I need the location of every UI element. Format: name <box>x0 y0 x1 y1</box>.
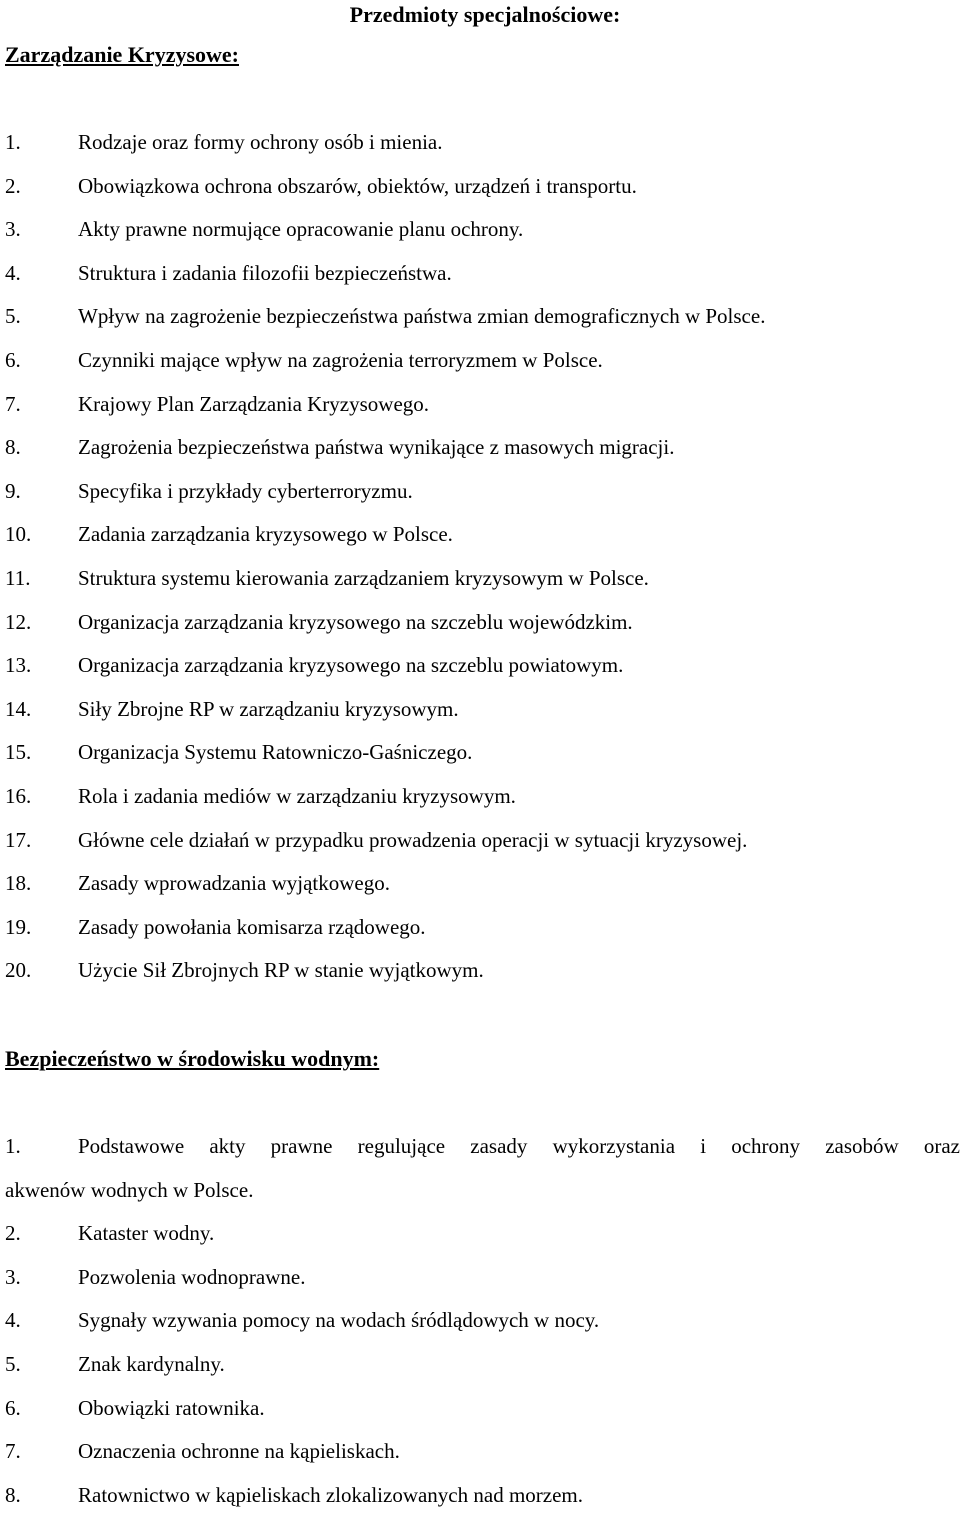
item-number: 13. <box>5 653 32 678</box>
item-text: Organizacja zarządzania kryzysowego na szczeblu powiatowym. <box>78 653 624 678</box>
item-text: Czynniki mające wpływ na zagrożenia terroryzmem w Polsce. <box>78 347 603 372</box>
list-item <box>5 434 960 478</box>
item-number: 1. <box>5 130 21 154</box>
list-item <box>5 1438 960 1482</box>
list-item <box>5 303 960 347</box>
item-text: Główne cele działań w przypadku prowadzenia operacji w sytuacji kryzysowej. <box>78 827 748 852</box>
item-text: Obowiązki ratownika. <box>78 1395 265 1420</box>
list-item <box>5 1133 960 1220</box>
list-item <box>5 1220 960 1264</box>
item-number: 14. <box>5 696 32 721</box>
item-number: 2. <box>5 173 21 198</box>
list-item <box>5 914 960 958</box>
item-text: Wpływ na zagrożenie bezpieczeństwa państwa zmian demograficznych w Polsce. <box>78 304 766 329</box>
item-text: Sygnały wzywania pomocy na wodach śródlądowych w nocy. <box>78 1308 600 1333</box>
item-text: Zagrożenia bezpieczeństwa państwa wynikające z masowych migracji. <box>78 435 675 460</box>
item-text: Oznaczenia ochronne na kąpieliskach. <box>78 1439 400 1464</box>
item-number: 12. <box>5 609 32 634</box>
item-text: Siły Zbrojne RP w zarządzaniu kryzysowym. <box>78 696 459 721</box>
list-item <box>5 696 960 740</box>
item-text: Specyfika i przykłady cyberterroryzmu. <box>78 478 413 503</box>
list-item <box>5 652 960 696</box>
list-item <box>5 739 960 783</box>
item-text: Struktura i zadania filozofii bezpieczeństwa. <box>78 260 452 285</box>
list-item <box>5 870 960 914</box>
item-number: 6. <box>5 347 21 372</box>
list-item <box>5 129 960 173</box>
topic-list-bezpieczenstwo-wodne <box>5 1133 960 1525</box>
item-number: 5. <box>5 1351 21 1376</box>
item-text: Organizacja Systemu Ratowniczo-Gaśniczego. <box>78 740 473 765</box>
item-text: Zadania zarządzania kryzysowego w Polsce. <box>78 522 453 547</box>
item-number: 7. <box>5 391 21 416</box>
item-number: 20. <box>5 958 32 983</box>
list-item <box>5 1482 960 1525</box>
list-item <box>5 1264 960 1308</box>
list-item <box>5 260 960 304</box>
list-item <box>5 216 960 260</box>
list-item <box>5 347 960 391</box>
item-text: Kataster wodny. <box>78 1221 215 1246</box>
item-text: Krajowy Plan Zarządzania Kryzysowego. <box>78 391 430 416</box>
item-number: 8. <box>5 1482 21 1507</box>
topic-list-zarzadzanie-kryzysowe <box>5 129 960 1001</box>
item-number: 6. <box>5 1395 21 1420</box>
item-number: 11. <box>5 565 31 590</box>
item-text: Znak kardynalny. <box>78 1351 225 1376</box>
page-title: Przedmioty specjalnościowe: <box>349 2 621 27</box>
item-number: 16. <box>5 783 32 808</box>
item-number: 17. <box>5 827 32 852</box>
list-item <box>5 565 960 609</box>
item-number: 9. <box>5 478 21 503</box>
item-number: 4. <box>5 260 21 285</box>
item-number: 2. <box>5 1221 21 1246</box>
list-item <box>5 1395 960 1439</box>
item-number: 10. <box>5 522 32 547</box>
item-text: Pozwolenia wodnoprawne. <box>78 1264 306 1289</box>
item-number: 3. <box>5 217 21 242</box>
list-item <box>5 1351 960 1395</box>
item-number: 8. <box>5 435 21 460</box>
list-item <box>5 609 960 653</box>
item-text: Użycie Sił Zbrojnych RP w stanie wyjątkowym. <box>78 958 484 983</box>
list-item <box>5 173 960 217</box>
item-text-line-2: akwenów wodnych w Polsce. <box>5 1177 254 1202</box>
item-text: Ratownictwo w kąpieliskach zlokalizowanych nad morzem. <box>78 1482 584 1507</box>
item-text: Zasady wprowadzania wyjątkowego. <box>78 871 390 896</box>
item-number: 18. <box>5 871 32 896</box>
item-text: Organizacja zarządzania kryzysowego na szczeblu wojewódzkim. <box>78 609 633 634</box>
list-item <box>5 521 960 565</box>
item-number: 3. <box>5 1264 21 1289</box>
item-number: 1. <box>5 1134 21 1158</box>
section-heading-zarzadzanie-kryzysowe: Zarządzanie Kryzysowe: <box>5 42 239 67</box>
item-text: Akty prawne normujące opracowanie planu ochrony. <box>78 217 524 242</box>
item-text: Zasady powołania komisarza rządowego. <box>78 914 426 939</box>
list-item <box>5 1307 960 1351</box>
list-item <box>5 478 960 522</box>
item-number: 7. <box>5 1439 21 1464</box>
list-item <box>5 957 960 1001</box>
item-text-line-1: Podstawowe akty prawne regulujące zasady wykorzystania i ochrony zasobów oraz <box>78 1134 960 1158</box>
item-text: Rodzaje oraz formy ochrony osób i mienia. <box>78 130 443 154</box>
item-text: Obowiązkowa ochrona obszarów, obiektów, urządzeń i transportu. <box>78 173 637 198</box>
item-number: 19. <box>5 914 32 939</box>
list-item <box>5 783 960 827</box>
section-heading-bezpieczenstwo-wodne: Bezpieczeństwo w środowisku wodnym: <box>5 1046 380 1071</box>
item-text: Rola i zadania mediów w zarządzaniu kryzysowym. <box>78 783 516 808</box>
item-number: 15. <box>5 740 32 765</box>
item-number: 4. <box>5 1308 21 1333</box>
list-item <box>5 391 960 435</box>
item-number: 5. <box>5 304 21 329</box>
list-item <box>5 827 960 871</box>
item-text: Struktura systemu kierowania zarządzaniem kryzysowym w Polsce. <box>78 565 649 590</box>
